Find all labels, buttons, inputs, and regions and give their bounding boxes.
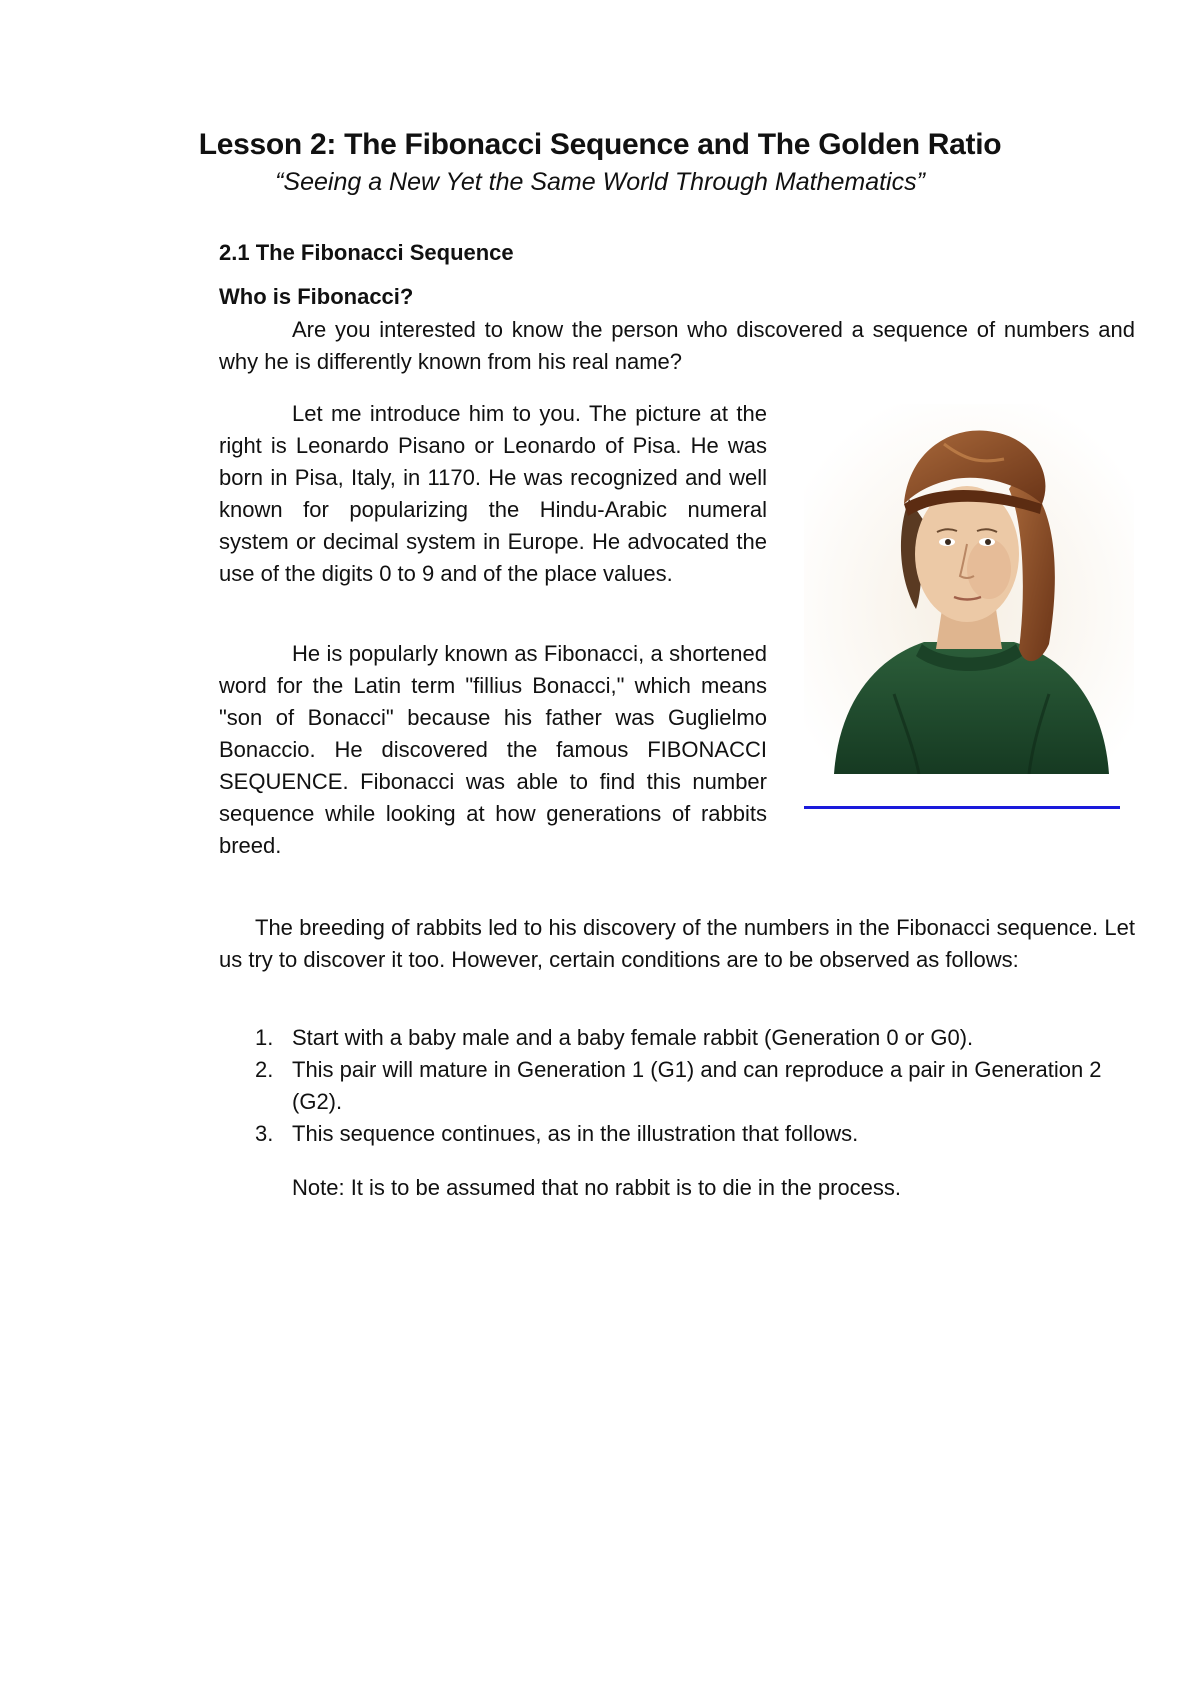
list-item-number: 2. xyxy=(255,1057,274,1082)
list-item-text: This sequence continues, as in the illustration that follows. xyxy=(292,1121,859,1146)
breeding-paragraph: The breeding of rabbits led to his discovery of the numbers in the Fibonacci sequence. Let us try to discover it too. However, certain conditions are to be observed as follows: xyxy=(219,915,1135,972)
lesson-title: Lesson 2: The Fibonacci Sequence and The Golden Ratio xyxy=(198,128,1002,161)
section-heading: 2.1 The Fibonacci Sequence xyxy=(219,240,514,265)
list-item-number: 1. xyxy=(255,1025,274,1050)
conditions-list xyxy=(219,1022,1135,1150)
list-item xyxy=(219,1022,1135,1054)
bio-paragraph-1: Let me introduce him to you. The picture at the right is Leonardo Pisano or Leonardo of Pisa. He was born in Pisa, Italy, in 1170. He was recognized and well known for popularizing the Hindu-Arabic numeral system or decimal system in Europe. He advocated the use of the digits 0 to 9 and of the place values. xyxy=(219,401,767,586)
list-item-number: 3. xyxy=(255,1121,274,1146)
list-item-text: Start with a baby male and a baby female rabbit (Generation 0 or G0). xyxy=(292,1025,974,1050)
blue-divider xyxy=(804,806,1120,809)
intro-paragraph: Are you interested to know the person who discovered a sequence of numbers and why he is differently known from his real name? xyxy=(219,317,1135,374)
note-text: Note: It is to be assumed that no rabbit is to die in the process. xyxy=(292,1175,901,1200)
fibonacci-portrait xyxy=(804,404,1134,774)
list-item xyxy=(219,1118,1135,1150)
list-item-text: This pair will mature in Generation 1 (G1) and can reproduce a pair in Generation 2 (G2). xyxy=(292,1057,1102,1114)
sub-heading: Who is Fibonacci? xyxy=(219,284,414,309)
bio-paragraph-2: He is popularly known as Fibonacci, a shortened word for the Latin term "fillius Bonacci," which means "son of Bonacci" because his father was Guglielmo Bonaccio. He discovered the famous FIBONACCI SEQUENCE. Fibonacci was able to find this number sequence while looking at how generations of rabbits breed. xyxy=(219,641,767,858)
list-item xyxy=(219,1054,1135,1118)
lesson-subtitle: “Seeing a New Yet the Same World Through Mathematics” xyxy=(275,168,925,196)
